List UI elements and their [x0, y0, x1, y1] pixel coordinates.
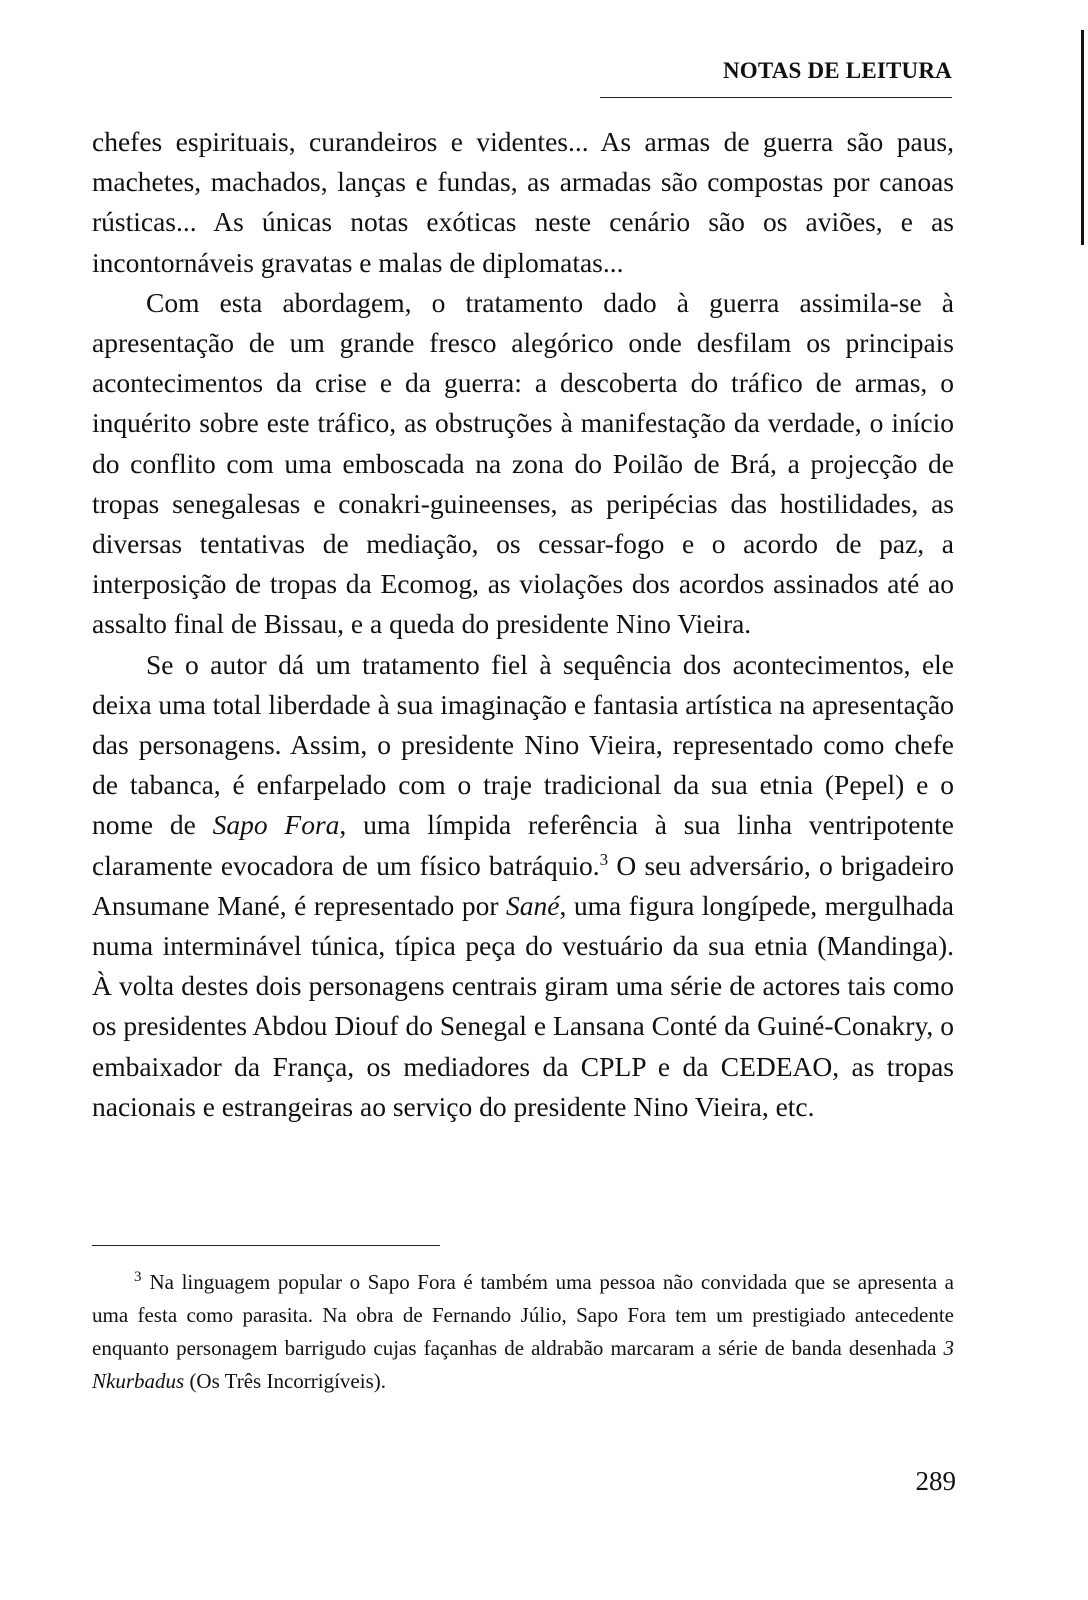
footnote-text-a: Na linguagem popular o Sapo Fora é também uma pessoa não convidada que se apresenta a uma festa como parasita. Na obra de Fernando Júlio, Sapo Fora tem um prestigiado antecedente enquanto personagem barrigudo cujas façanhas de aldrabão marcaram a série de banda desenhada [92, 1270, 954, 1360]
paragraph-3-text-d: , uma figura longípede, mergulhada numa interminável túnica, típica peça do vestuário da sua etnia (Mandinga). À volta destes dois personagens centrais giram uma série de actores tais como os presidentes Abdou Diouf do Senegal e Lansana Conté da Guiné-Conakry, o embaixador da França, os mediadores da CPLP e da CEDEAO, as tropas nacionais e estrangeiras ao serviço do presidente Nino Vieira, etc. [92, 889, 954, 1122]
paragraph-1: chefes espirituais, curandeiros e videntes... As armas de guerra são paus, machetes, machados, lanças e fundas, as armadas são compostas por canoas rústicas... As únicas notas exóticas neste cenário são os aviões, e as incontornáveis gravatas e malas de diplomatas... [92, 126, 954, 278]
paragraph-3-text-a: Se o autor dá um tratamento fiel à sequência dos acontecimentos, ele deixa uma total liberdade à sua imaginação e fantasia artística na apresentação das personagens. Assim, o presidente Nino Vieira, representado como chefe de tabanca, é enfarpelado com o traje tradicional da sua etnia (Pepel) e o nome de [92, 648, 955, 841]
footnote-divider [92, 1245, 440, 1246]
footnote-paragraph [92, 1266, 954, 1398]
footnote-reference: 3 [599, 849, 609, 869]
footnote-mark: 3 [134, 1269, 142, 1285]
main-text [92, 122, 954, 1127]
paragraph-3-text-b: , uma límpida referência à sua linha ventripotente claramente evocadora de um físico batráquio. [92, 809, 954, 881]
paragraph-3 [92, 645, 954, 1127]
paragraph-2: Com esta abordagem, o tratamento dado à guerra assimila-se à apresentação de um grande fresco alegórico onde desfilam os principais acontecimentos da crise e da guerra: a descoberta do tráfico de armas, o inquérito sobre este tráfico, as obstruções à manifestação da verdade, o início do conflito com uma emboscada na zona do Poilão de Brá, a projecção de tropas senegalesas e conakri-guineenses, as peripécias das hostilidades, as diversas tentativas de mediação, os cessar-fogo e o acordo de paz, a interposição de tropas da Ecomog, as violações dos acordos assinados até ao assalto final de Bissau, e a queda do presidente Nino Vieira. [92, 286, 954, 640]
sapo-fora-italic: Sapo Fora [212, 809, 340, 841]
paragraph-3-text-c: O seu adversário, o brigadeiro Ansumane Mané, é representado por [92, 849, 954, 921]
sane-italic: Sané [505, 889, 560, 921]
header-divider [600, 97, 952, 98]
footnote [92, 1266, 954, 1398]
running-header: NOTAS DE LEITURA [723, 58, 952, 83]
page-number: 289 [915, 1466, 956, 1496]
footnote-text-b: (Os Três Incorrigíveis). [184, 1369, 387, 1393]
page-edge-rule [1081, 30, 1084, 245]
footnote-work-title: 3 Nkurbadus [92, 1336, 954, 1393]
